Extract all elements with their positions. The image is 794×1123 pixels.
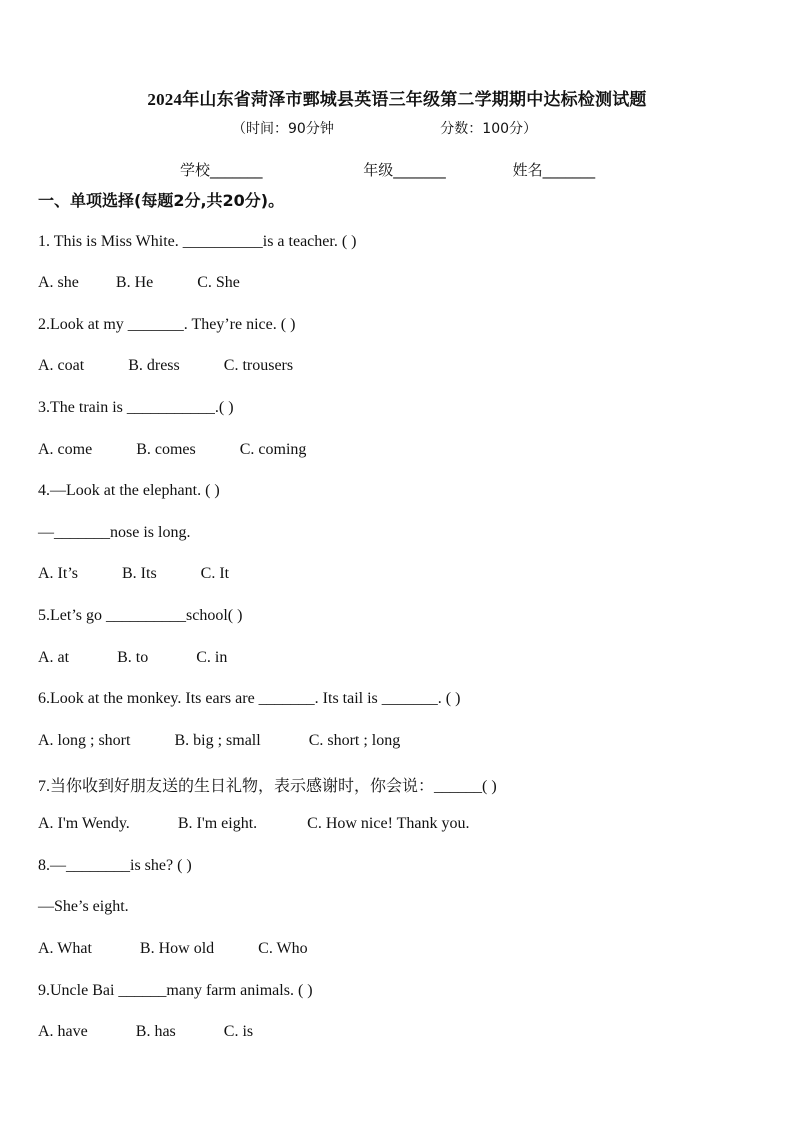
option-c: C. is (223, 1023, 254, 1040)
question-stem: 1. This is Miss White. __________is a teacher. ( ) (38, 233, 357, 250)
option-a: A. come (38, 441, 93, 458)
time-info: （时间：90分钟 (232, 121, 334, 137)
option-a: A. coat (38, 357, 85, 374)
question-options (38, 565, 229, 583)
score-info: 分数：100分） (440, 121, 538, 137)
question-stem: 9.Uncle Bai ______many farm animals. ( ) (38, 982, 313, 999)
question-options (38, 441, 306, 459)
question-options (38, 357, 293, 375)
option-b: B. dress (128, 357, 180, 374)
option-a: A. I'm Wendy. (38, 815, 130, 832)
section-title: 一、单项选择(每题2分,共20分)。 (38, 191, 285, 210)
option-a: A. have (38, 1023, 88, 1040)
question-stem: 6.Look at the monkey. Its ears are _______. Its tail is _______. ( ) (38, 690, 461, 707)
question-stem: 3.The train is ___________.( ) (38, 399, 234, 416)
option-b: B. to (117, 649, 149, 666)
question-stem: 7.当你收到好朋友送的生日礼物，表示感谢时，你会说：______( ) (38, 778, 497, 795)
option-c: C. She (197, 274, 240, 291)
grade-field: 年级_______ (363, 161, 446, 179)
question-options (38, 815, 469, 833)
option-b: B. big ; small (174, 732, 261, 749)
option-b: B. Its (122, 565, 157, 582)
question-stem: 5.Let’s go __________school( ) (38, 607, 243, 624)
option-c: C. It (200, 565, 230, 582)
option-b: B. comes (136, 441, 196, 458)
school-field: 学校_______ (180, 161, 263, 179)
option-c: C. short ; long (308, 732, 401, 749)
question-options (38, 940, 308, 958)
option-c: C. Who (258, 940, 308, 957)
question-options (38, 732, 400, 750)
question-sub-line: —She’s eight. (38, 898, 129, 915)
option-a: A. It’s (38, 565, 78, 582)
option-b: B. has (135, 1023, 176, 1040)
exam-title: 2024年山东省菏泽市鄄城县英语三年级第二学期期中达标检测试题 (147, 90, 647, 109)
option-c: C. coming (239, 441, 307, 458)
option-c: C. trousers (223, 357, 294, 374)
option-a: A. long ; short (38, 732, 131, 749)
question-stem: 8.—________is she? ( ) (38, 857, 192, 874)
option-c: C. in (196, 649, 228, 666)
name-field: 姓名_______ (512, 161, 596, 179)
question-sub-line: —_______nose is long. (38, 524, 191, 541)
question-stem: 4.—Look at the elephant. ( ) (38, 482, 220, 499)
student-fields (180, 159, 595, 180)
option-c: C. How nice! Thank you. (307, 815, 470, 832)
option-b: B. He (115, 274, 154, 291)
question-options (38, 649, 227, 667)
question-stem: 2.Look at my _______. They’re nice. ( ) (38, 316, 296, 333)
option-a: A. at (38, 649, 70, 666)
exam-info (232, 118, 537, 138)
question-options (38, 1023, 253, 1041)
option-b: B. I'm eight. (177, 815, 258, 832)
option-a: A. she (38, 274, 79, 291)
question-options (38, 274, 240, 292)
option-a: A. What (38, 940, 92, 957)
option-b: B. How old (139, 940, 215, 957)
